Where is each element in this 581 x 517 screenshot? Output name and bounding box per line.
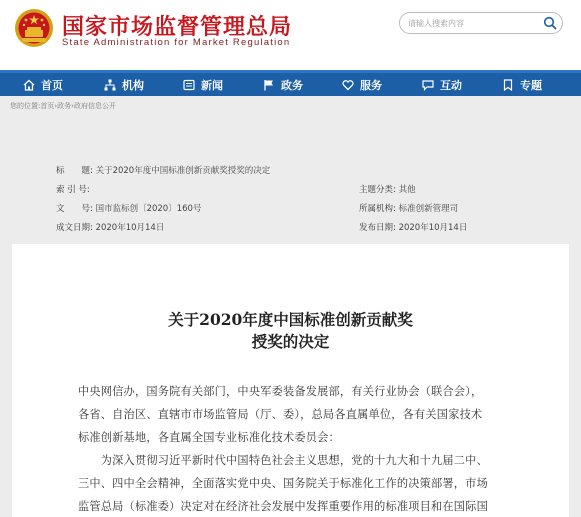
nav-item-label: 新闻 — [201, 78, 223, 92]
nav-item-label: 首页 — [41, 78, 63, 92]
meta-title-row — [56, 164, 270, 176]
document-body — [12, 244, 569, 517]
heart-icon — [342, 79, 354, 91]
nav-item-label: 政务 — [281, 78, 303, 92]
meta-org-value: 标准创新管理司 — [398, 204, 459, 214]
meta-category-row — [359, 183, 416, 195]
meta-published-value: 2020年10月14日 — [398, 223, 468, 233]
document-metadata — [12, 148, 569, 244]
meta-org-row — [359, 202, 458, 214]
nav-item-org[interactable] — [104, 73, 144, 96]
main-nav — [0, 70, 581, 96]
site-subtitle: State Administration for Market Regulation — [62, 37, 291, 48]
document-title-line2: 授奖的决定 — [251, 332, 330, 351]
flag-icon — [263, 79, 275, 91]
meta-docno-label: 文 号: — [56, 204, 93, 214]
site-title: 国家市场监督管理总局 — [62, 14, 293, 40]
nav-item-topics[interactable] — [502, 73, 542, 96]
document-line: 三中、四中全会精神，全面落实党中央、国务院关于标准化工作的决策部署，市场 — [78, 477, 488, 490]
meta-title-label: 标 题: — [56, 166, 93, 176]
nav-item-home[interactable] — [23, 73, 63, 96]
breadcrumb: 您的位置:首页›政务›政府信息公开 — [10, 102, 116, 110]
news-icon — [183, 79, 195, 91]
meta-created-value: 2020年10月14日 — [95, 223, 165, 233]
meta-docno-row — [56, 202, 201, 214]
chat-icon — [422, 79, 434, 91]
meta-created-row — [56, 221, 164, 233]
nav-item-label: 互动 — [440, 78, 462, 92]
nav-item-news[interactable] — [183, 73, 223, 96]
meta-created-label: 成文日期: — [56, 223, 93, 233]
nav-item-label: 机构 — [122, 78, 144, 92]
search-input[interactable] — [408, 16, 538, 30]
meta-published-label: 发布日期: — [359, 223, 396, 233]
nav-item-service[interactable] — [342, 73, 382, 96]
meta-category-value: 其他 — [398, 185, 416, 195]
national-emblem-icon — [14, 8, 54, 48]
home-icon — [23, 79, 35, 91]
document-line: 标准创新基地，各直属全国专业标准化技术委员会： — [78, 431, 340, 444]
nav-item-label: 服务 — [360, 78, 382, 92]
document-line: 中央网信办，国务院有关部门，中央军委装备发展部，有关行业协会（联合会）， — [78, 385, 483, 398]
meta-index-row — [56, 183, 90, 195]
meta-published-row — [359, 221, 467, 233]
bookmark-icon — [502, 79, 514, 91]
search-box — [399, 12, 563, 34]
meta-category-label: 主题分类: — [359, 185, 396, 195]
meta-index-label: 索 引 号: — [56, 185, 90, 195]
search-icon[interactable] — [543, 16, 557, 30]
site-header — [0, 0, 581, 70]
nav-item-interaction[interactable] — [422, 73, 462, 96]
meta-docno-value: 国市监标创〔2020〕160号 — [95, 204, 202, 214]
document-title-line1: 关于2020年度中国标准创新贡献奖 — [168, 310, 413, 329]
document-line: 监管总局（标准委）决定对在经济社会发展中发挥重要作用的标准项目和在国际国 — [78, 500, 488, 513]
document-line: 为深入贯彻习近平新时代中国特色社会主义思想，党的十九大和十九届二中、 — [78, 454, 488, 467]
meta-title-value: 关于2020年度中国标准创新贡献奖授奖的决定 — [95, 166, 271, 176]
org-icon — [104, 79, 116, 91]
meta-org-label: 所属机构: — [359, 204, 396, 214]
nav-item-label: 专题 — [520, 78, 542, 92]
nav-item-government[interactable] — [263, 73, 303, 96]
document-line: 各省、自治区、直辖市市场监管局（厅、委），总局各直属单位，各有关国家技术 — [78, 408, 483, 421]
